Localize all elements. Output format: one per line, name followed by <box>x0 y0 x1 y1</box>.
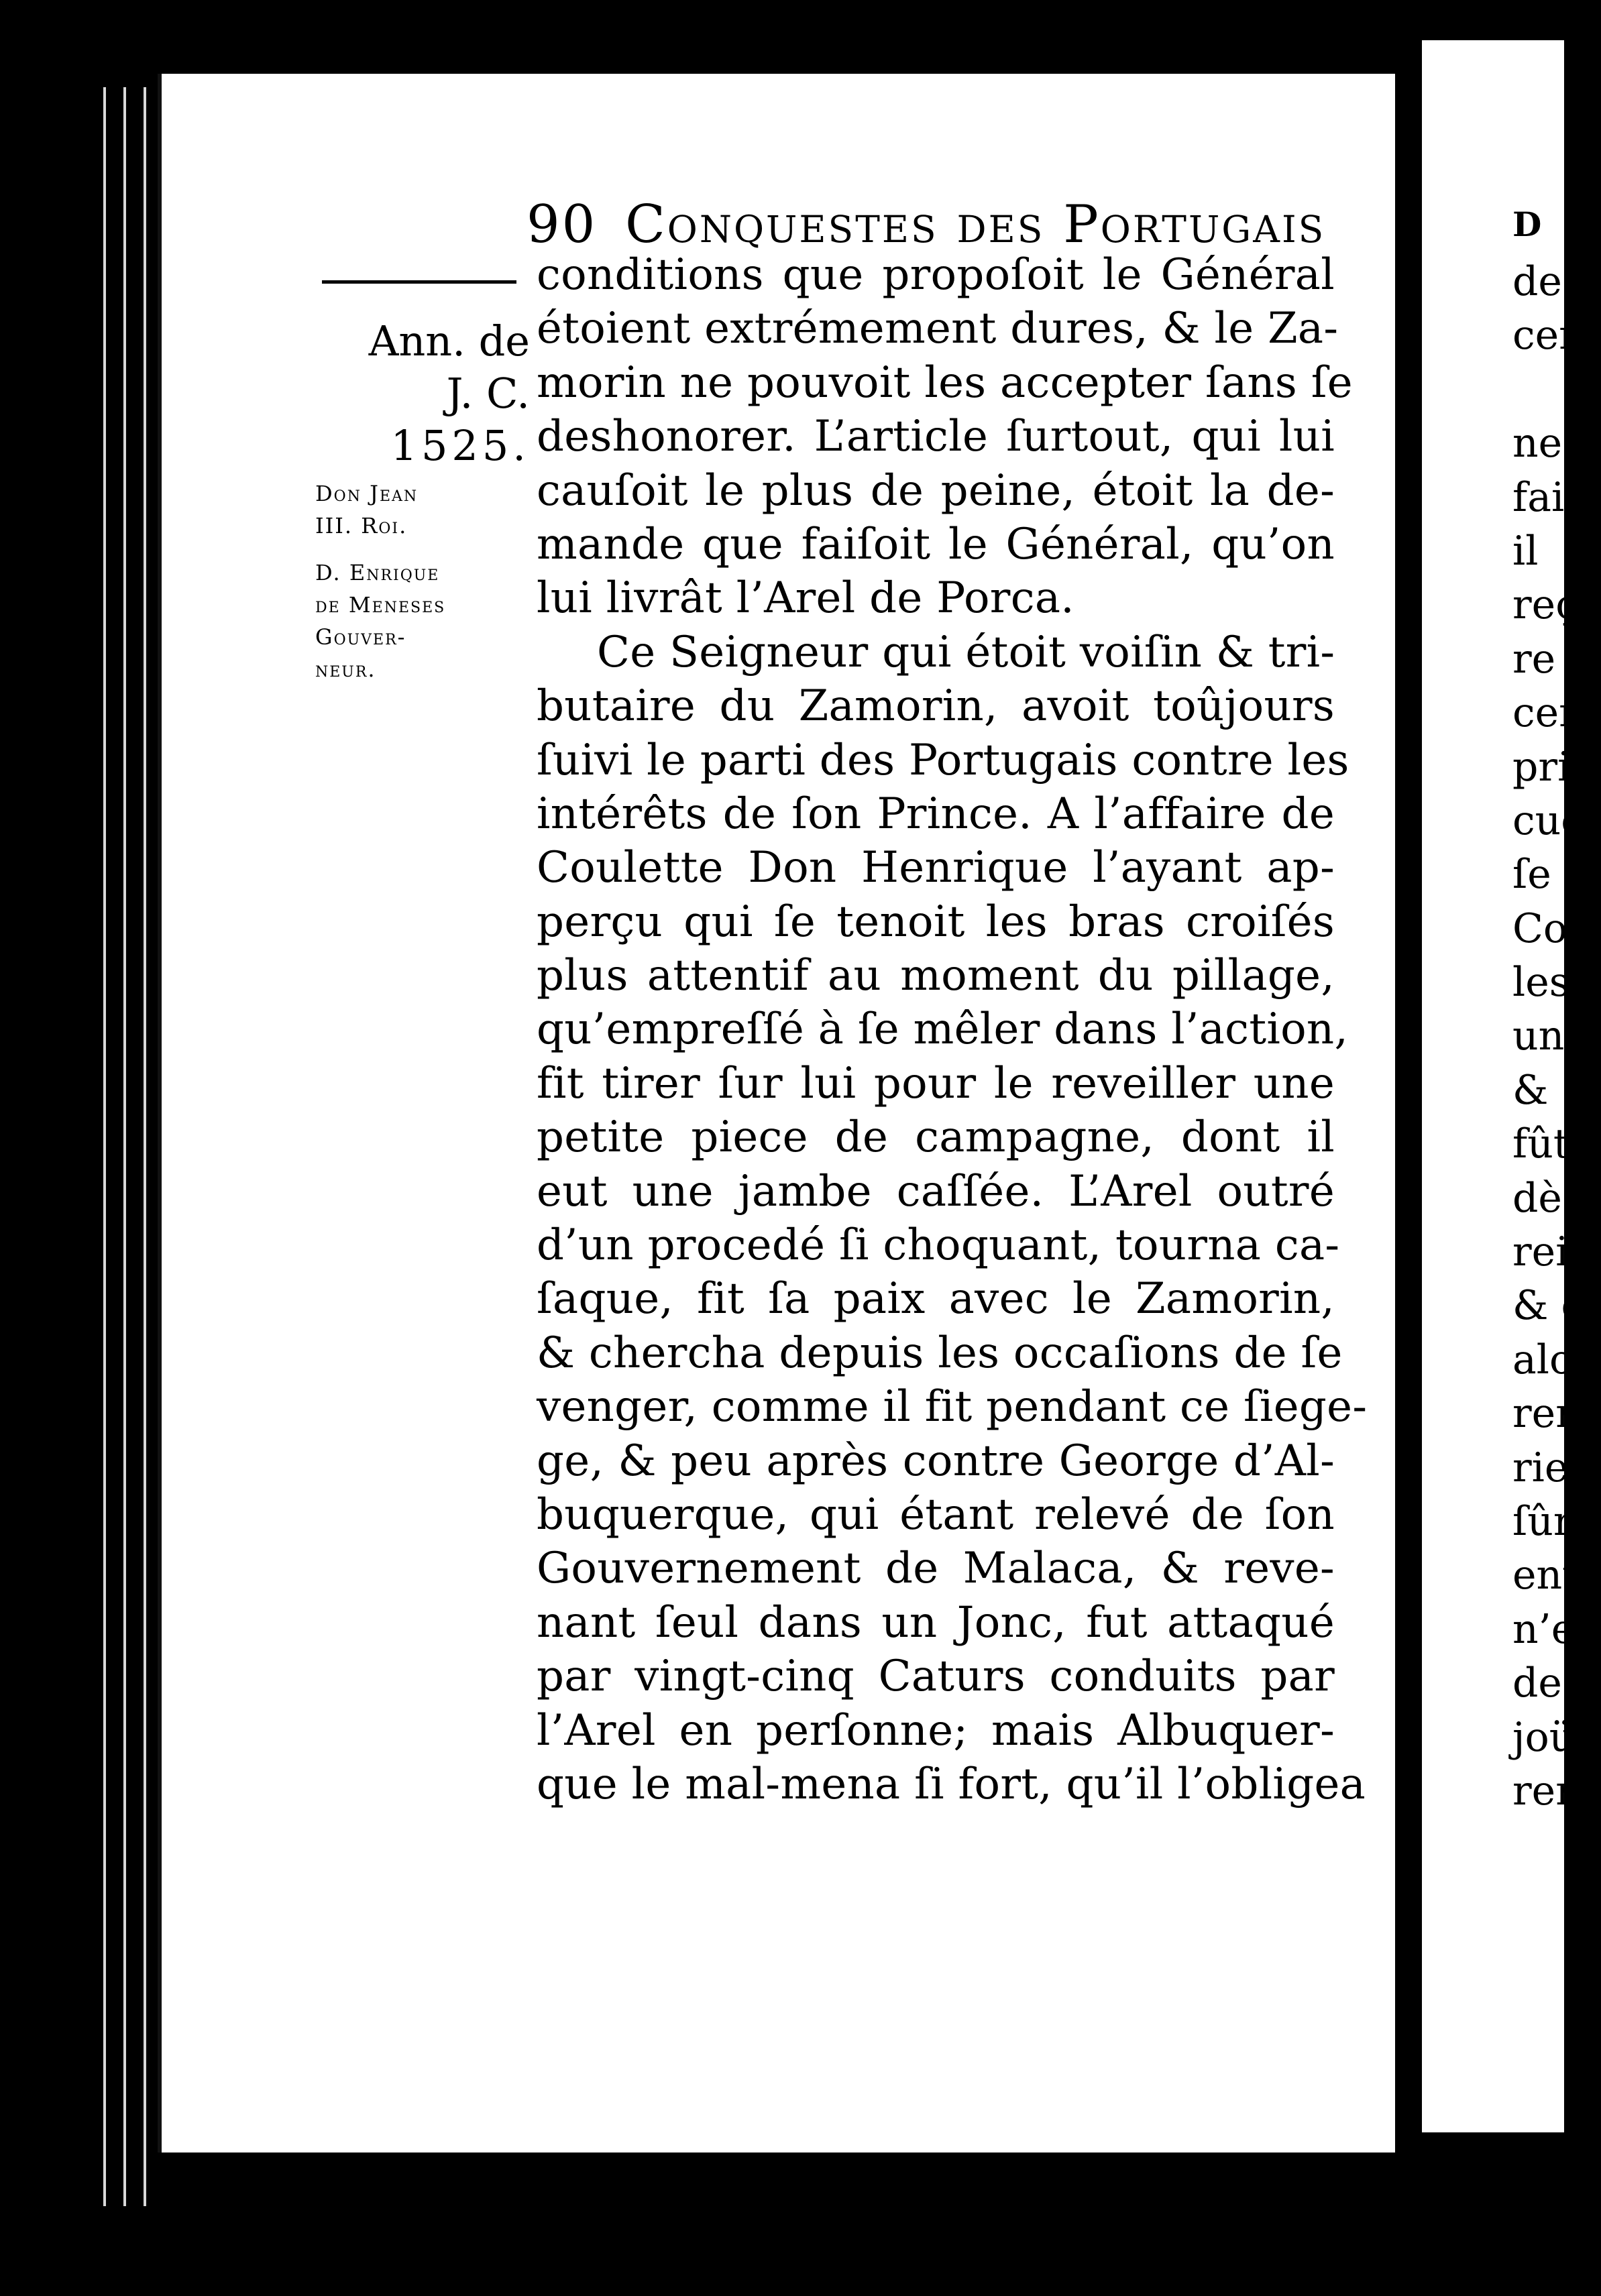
running-title: Conquestes des Portugais <box>625 194 1326 255</box>
text-line: que le mal-mena ſi fort, qu’il l’obligea <box>537 1759 1366 1809</box>
text-line: conditions que propoſoit le Général <box>537 250 1335 300</box>
facing-line: rent <box>1512 1767 1598 1815</box>
facing-header-fragment: D <box>1512 205 1542 244</box>
facing-line: pri <box>1512 743 1571 791</box>
facing-line: entr <box>1512 1552 1598 1599</box>
facing-line: une <box>1512 1013 1588 1060</box>
page-gutter <box>1395 47 1409 2179</box>
margin-year: 1525. <box>390 421 530 470</box>
text-line: perçu qui ſe tenoit les bras croiſés <box>537 897 1335 947</box>
facing-line: rem <box>1512 1390 1594 1438</box>
text-line: ge, & peu après contre George d’Al- <box>537 1436 1335 1486</box>
facing-line: n’eu <box>1512 1605 1601 1653</box>
text-line: ſuivi le parti des Portugais contre les <box>537 735 1349 785</box>
text-line: eut une jambe caſſée. L’Arel outré <box>537 1166 1335 1216</box>
facing-line: cer <box>1512 312 1578 359</box>
text-line: fit tirer ſur lui pour le reveiller une <box>537 1058 1335 1108</box>
facing-line <box>1512 363 1564 416</box>
text-line: petite piece de campagne, dont il <box>537 1112 1335 1163</box>
facing-line: cen <box>1512 689 1585 737</box>
facing-line: il <box>1512 527 1539 575</box>
margin-governor-line: neur. <box>315 656 376 682</box>
facing-line: fai <box>1512 473 1565 521</box>
margin-king-line: III. Roi. <box>315 513 408 538</box>
margin-governor <box>315 557 530 685</box>
facing-line: les <box>1512 959 1570 1007</box>
facing-line: Co <box>1512 905 1568 952</box>
margin-rule <box>322 280 516 284</box>
margin-governor-line: de Meneses <box>315 592 446 618</box>
margin-era: J. C. <box>446 369 530 418</box>
text-line: qu’empreſſé à ſe mêler dans l’action, <box>537 1005 1349 1055</box>
margin-governor-line: Gouver- <box>315 624 406 650</box>
text-line: morin ne pouvoit les accepter ſans ſe <box>537 357 1353 408</box>
facing-line: ſe <box>1512 851 1551 899</box>
text-line: plus attentif au moment du pillage, <box>537 951 1335 1001</box>
text-line: l’Arel en perſonne; mais Albuquer- <box>537 1705 1335 1756</box>
page-number: 90 <box>527 194 598 255</box>
text-line: buquerque, qui étant relevé de ſon <box>537 1489 1335 1540</box>
facing-line: re <box>1512 635 1556 683</box>
margin-year-label: Ann. de <box>368 317 530 365</box>
facing-line: alor <box>1512 1336 1593 1383</box>
text-line: étoient extrémement dures, & le Za- <box>537 304 1339 354</box>
facing-line: joüa <box>1512 1713 1600 1761</box>
text-line: intérêts de ſon Prince. A l’affaire de <box>537 789 1335 839</box>
facing-line: fût <box>1512 1121 1569 1168</box>
book-spine <box>94 87 154 2206</box>
margin-governor-line: D. Enrique <box>315 560 440 585</box>
facing-line: reil <box>1512 1228 1582 1276</box>
facing-line: ne <box>1512 420 1563 467</box>
facing-line: rieu <box>1512 1444 1595 1491</box>
text-line: Coulette Don Henrique l’ayant ap- <box>537 843 1335 893</box>
text-line: & chercha depuis les occaſions de ſe <box>537 1328 1343 1378</box>
text-line: Ce Seigneur qui étoit voiſin & tri- <box>597 627 1335 677</box>
body-text <box>537 248 1368 1811</box>
margin-king <box>315 477 530 542</box>
text-line: cauſoit le plus de peine, étoit la de- <box>537 465 1335 516</box>
running-header <box>527 194 1325 255</box>
text-line: mande que faiſoit le Général, qu’on <box>537 519 1335 569</box>
facing-line: ſûre <box>1512 1497 1597 1545</box>
facing-line: cue <box>1512 797 1585 844</box>
facing-line: de <box>1512 258 1562 305</box>
text-line: par vingt-cinq Caturs conduits par <box>537 1652 1335 1702</box>
margin-king-line: Don Jean <box>315 481 419 506</box>
text-line: d’un procedé ſi choquant, tourna ca- <box>537 1220 1340 1271</box>
margin-notes <box>315 315 530 685</box>
text-line: Gouvernement de Malaca, & reve- <box>537 1544 1335 1594</box>
text-line: nant ſeul dans un Jonc, fut attaqué <box>537 1597 1335 1648</box>
facing-page-text <box>1512 201 1601 1818</box>
text-line: venger, comme il fit pendant ce ſiege- <box>537 1382 1368 1432</box>
facing-line: dès <box>1512 1174 1583 1222</box>
facing-line: de ſ <box>1512 1660 1590 1707</box>
text-line: butaire du Zamorin, avoit toûjours <box>537 681 1335 732</box>
text-line: lui livrât l’Arel de Porca. <box>537 573 1074 624</box>
text-line: deshonorer. L’article ſurtout, qui lui <box>537 412 1335 462</box>
facing-line: & <box>1512 1066 1549 1114</box>
facing-line: & c <box>1512 1282 1584 1330</box>
text-line: ſaque, fit ſa paix avec le Zamorin, <box>537 1274 1335 1324</box>
facing-line: reç <box>1512 581 1578 629</box>
